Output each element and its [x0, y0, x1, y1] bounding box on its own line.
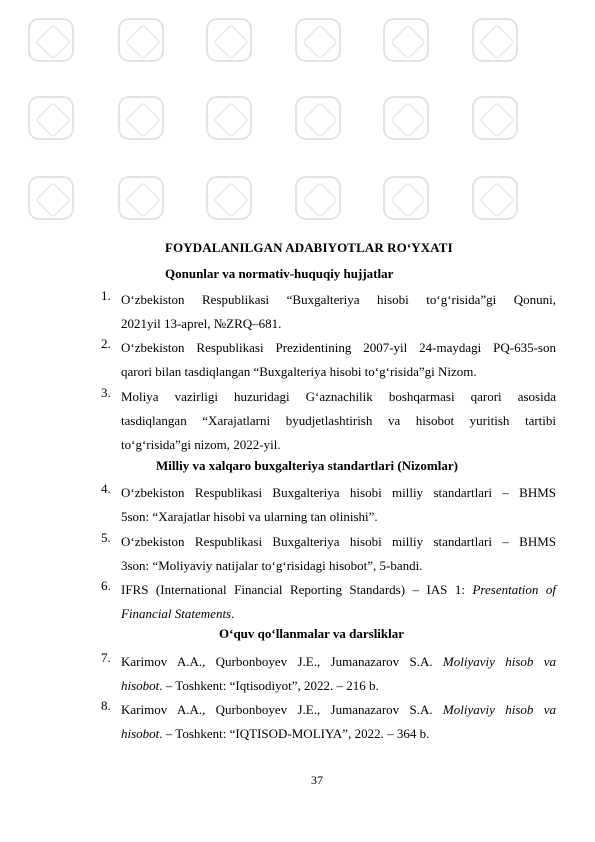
- page-number: 37: [311, 773, 323, 787]
- document-title: FOYDALANILGAN ADABIYOTLAR RO‘YXATI: [165, 240, 453, 255]
- reference-item: [101, 336, 556, 384]
- reference-text: O‘zbekiston Respublikasi Buxgalteriya hisobi milliy standartlari – BHMS: [121, 485, 556, 500]
- watermark-logo-icon: [472, 18, 518, 62]
- watermark-logo-icon: [206, 176, 252, 220]
- reference-text: 2021yil 13-aprel, №ZRQ–681.: [121, 316, 282, 331]
- watermark-logo-icon: [118, 18, 164, 62]
- reference-item: [101, 288, 556, 336]
- watermark-logo-icon: [118, 96, 164, 140]
- watermark-logo-icon: [118, 176, 164, 220]
- watermark-logo-icon: [472, 176, 518, 220]
- reference-text: tasdiqlangan “Xarajatlarni byudjetlashtirish va hisobot yuritish tartibi: [121, 413, 556, 428]
- item-number: 5.: [101, 530, 111, 545]
- reference-text: 3son: “Moliyaviy natijalar to‘g‘risidagi hisobot”, 5-bandi.: [121, 558, 423, 573]
- item-number: 2.: [101, 336, 111, 351]
- watermark-logo-icon: [383, 176, 429, 220]
- reference-text: O‘zbekiston Respublikasi Buxgalteriya hisobi milliy standartlari – BHMS: [121, 534, 556, 549]
- item-number: 1.: [101, 288, 111, 303]
- reference-item: [101, 698, 556, 746]
- watermark-logo-icon: [295, 96, 341, 140]
- reference-text: hisobot. – Toshkent: “Iqtisodiyot”, 2022. – 216 b.: [121, 678, 379, 693]
- watermark-logo-icon: [28, 176, 74, 220]
- watermark-logo-icon: [383, 96, 429, 140]
- section-heading: O‘quv qo‘llanmalar va darsliklar: [219, 626, 405, 641]
- watermark-logo-icon: [383, 18, 429, 62]
- reference-text: O‘zbekiston Respublikasi “Buxgalteriya hisobi to‘g‘risida”gi Qonuni,: [121, 292, 556, 307]
- reference-text: qarori bilan tasdiqlangan “Buxgalteriya hisobi to‘g‘risida”gi Nizom.: [121, 364, 477, 379]
- reference-text: Karimov A.A., Qurbonboyev J.E., Jumanazarov S.A. Moliyaviy hisob va: [121, 702, 556, 717]
- item-number: 6.: [101, 578, 111, 593]
- reference-item: [101, 385, 556, 457]
- reference-text: to‘g‘risida”gi nizom, 2022-yil.: [121, 437, 281, 452]
- reference-text: IFRS (International Financial Reporting Standards) – IAS 1: Presentation of: [121, 582, 556, 597]
- watermark-logo-icon: [206, 96, 252, 140]
- watermark-logo-icon: [472, 96, 518, 140]
- watermark-logo-icon: [28, 96, 74, 140]
- watermark-logo-icon: [295, 18, 341, 62]
- reference-text: Financial Statements.: [121, 606, 235, 621]
- section-heading: Qonunlar va normativ-huquqiy hujjatlar: [165, 266, 394, 281]
- reference-text: hisobot. – Toshkent: “IQTISOD-MOLIYA”, 2022. – 364 b.: [121, 726, 430, 741]
- reference-item: [101, 481, 556, 529]
- item-number: 7.: [101, 650, 111, 665]
- reference-item: [101, 650, 556, 698]
- reference-text: O‘zbekiston Respublikasi Prezidentining 2007-yil 24-maydagi PQ-635-son: [121, 340, 556, 355]
- reference-text: 5son: “Xarajatlar hisobi va ularning tan olinishi”.: [121, 509, 378, 524]
- item-number: 3.: [101, 385, 111, 400]
- watermark-logo-icon: [28, 18, 74, 62]
- reference-item: [101, 530, 556, 578]
- item-number: 8.: [101, 698, 111, 713]
- reference-text: Karimov A.A., Qurbonboyev J.E., Jumanazarov S.A. Moliyaviy hisob va: [121, 654, 556, 669]
- section-heading: Milliy va xalqaro buxgalteriya standartlari (Nizomlar): [156, 458, 458, 473]
- reference-item: [101, 578, 556, 626]
- item-number: 4.: [101, 481, 111, 496]
- watermark-logo-icon: [206, 18, 252, 62]
- reference-text: Moliya vazirligi huzuridagi G‘aznachilik boshqarmasi qarori asosida: [121, 389, 556, 404]
- watermark-logo-icon: [295, 176, 341, 220]
